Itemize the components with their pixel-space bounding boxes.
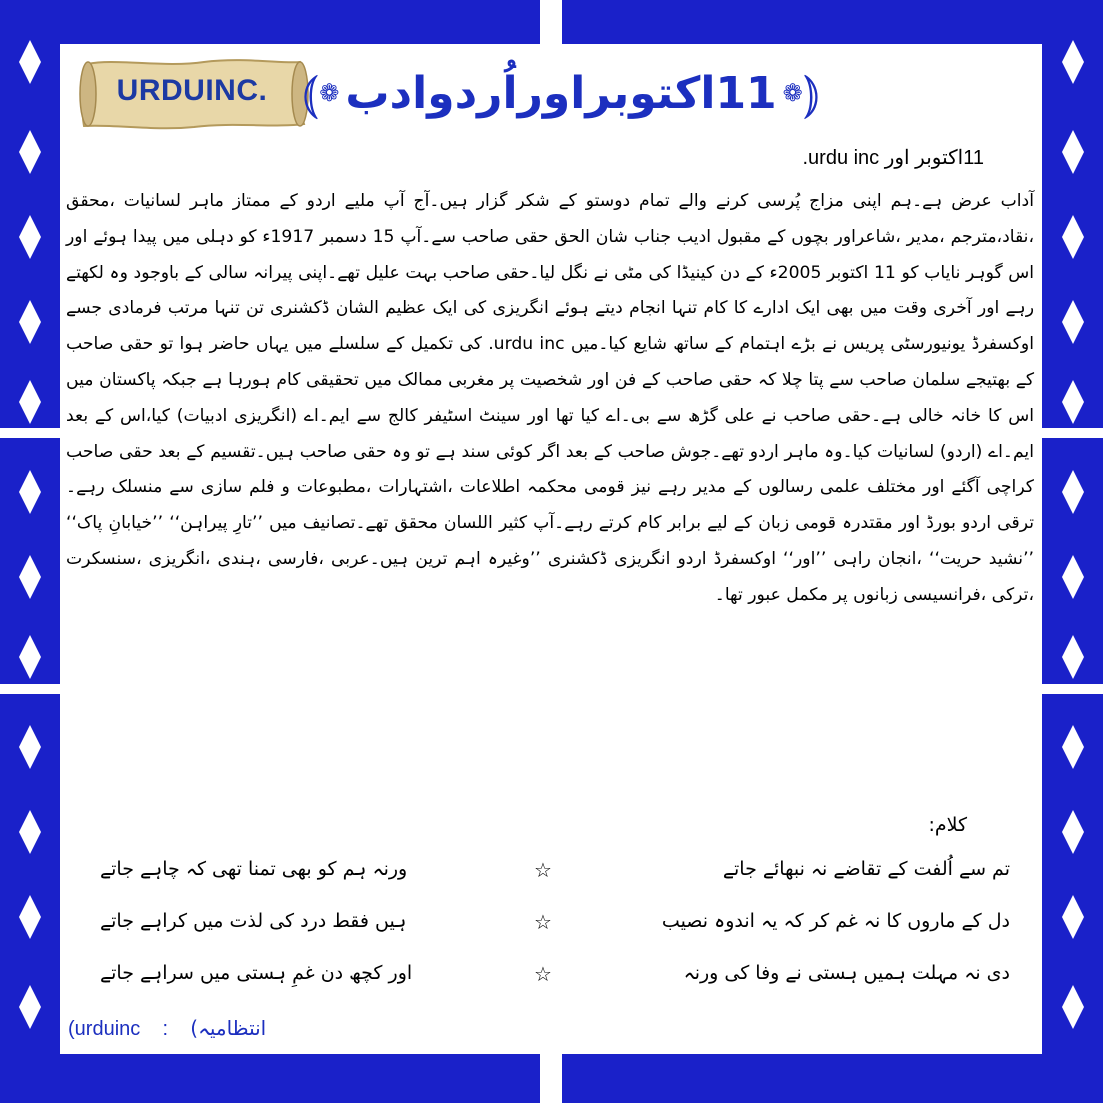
verse-second-line: ورنہ ہم کو بھی تمنا تھی کہ چاہے جاتے — [100, 858, 408, 880]
frame-divider-left-2 — [0, 684, 60, 694]
frame-diamond-left — [19, 895, 41, 939]
verse-second-line: ہیں فقط درد کی لذت میں کراہے جاتے — [100, 910, 407, 932]
signature — [68, 1016, 266, 1041]
star-icon: ☆ — [534, 910, 552, 934]
frame-diamond-left — [19, 40, 41, 84]
flower-ornament-icon: ❁ — [319, 79, 340, 107]
frame-diamond-right — [1062, 215, 1084, 259]
signature-ur: انتظامیہ) — [190, 1016, 267, 1040]
frame-divider-right-1 — [1042, 428, 1103, 438]
verse-row — [60, 910, 1042, 940]
subtitle: 11اکتوبر اور urdu inc. — [802, 147, 984, 169]
page-title: 11اکتوبراوراُردوادب — [345, 67, 777, 119]
frame-diamond-right — [1062, 810, 1084, 854]
flower-ornament-icon: ❁ — [782, 79, 803, 107]
frame-diamond-right — [1062, 725, 1084, 769]
frame-diamond-left — [19, 555, 41, 599]
page-title-block — [301, 52, 821, 134]
star-icon: ☆ — [534, 858, 552, 882]
logo-text: URDUINC. — [116, 74, 268, 107]
article-paragraph: آداب عرض ہے۔ہم اپنی مزاج پُرسی کرنے والے تمام دوستو کے شکر گزار ہیں۔آج آپ ملیے اردو کے ممتاز ماہر لسانیات ،محقق ،نقاد،مترجم ،مدیر ،شاعراور بچوں کے مقبول ادیب جناب شان الحق حقی صاحب سے۔آپ 15 دسمبر 1917ء کو دہلی میں پیدا ہوئے اور اس گوہر نایاب کو 11 اکتوبر 2005ء کے دن کینیڈا کی مٹی نے نگل لیا۔حقی صاحب بہت علیل تھے۔اپنی پیرانہ سالی کے باوجود وہ لکھتے رہے اور آخری وقت میں بھی ایک ادارے کا کام تنہا انجام دیتے ہوئے انگریزی کی ایک عظیم الشان ڈکشنری تن تنہا مرتب فرمادی جسے اوکسفرڈ یونیورسٹی پریس نے بڑے اہتمام کے ساتھ شایع کیا۔میں urdu inc. کی تکمیل کے سلسلے میں یہاں حاضر ہوا تو حقی صاحب کے بھتیجے سلمان صاحب سے پتا چلا کہ حقی صاحب کے فن اور شخصیت پر مغربی ممالک میں تحقیقی کام ہورہا ہے جبکہ پاکستان میں اس کا خانہ خالی ہے۔حقی صاحب نے علی گڑھ سے بی۔اے کیا تھا اور سینٹ اسٹیفر کالج سے ایم۔اے (انگریزی ادبیات) کیا،اس کے بعد ایم۔اے (اردو) لسانیات کیا۔وہ ماہر اردو تھے۔جوش صاحب کے بعد اگر کوئی سند ہے تو وہ حقی صاحب ہیں۔تقسیم کے بعد حقی صاحب کراچی آگئے اور مختلف علمی رسالوں کے مدیر رہے نیز قومی محکمہ اطلاعات ،اشتہارات ،مطبوعات و فلم سازی سے منسلک رہے۔ترقی اردو بورڈ اور مقتدرہ قومی زبان کے لیے برابر کام کرتے رہے۔آپ کثیر اللسان محقق تھے۔تصانیف میں ’’تارِ پیراہن‘‘ ’’خیابانِ پاک‘‘ ’’نشید حریت‘‘ ،انجان راہی ’’اور‘‘ اوکسفرڈ اردو انگریزی ڈکشنری ’’وغیرہ اہم ترین ہیں۔عربی ،فارسی ،ہندی ،انگریزی ،سنسکرت ،ترکی ،فرانسیسی زبانوں پر مکمل عبور تھا۔ — [66, 191, 1035, 605]
verse-row — [60, 962, 1042, 992]
verse-second-line: اور کچھ دن غمِ ہستی میں سراہے جاتے — [100, 962, 413, 984]
frame-diamond-left — [19, 470, 41, 514]
signature-en: (urduinc — [68, 1018, 141, 1040]
frame-diamond-right — [1062, 555, 1084, 599]
frame-diamond-left — [19, 635, 41, 679]
verse-row — [60, 858, 1042, 888]
frame-diamond-left — [19, 130, 41, 174]
left-brace-ornament: ⦅ — [301, 63, 320, 123]
frame-diamond-right — [1062, 380, 1084, 424]
frame-divider-bottom-1 — [540, 1054, 562, 1103]
article-body — [66, 184, 1034, 614]
verse-first-line: تم سے اُلفت کے تقاضے نہ نبھائے جاتے — [722, 858, 1010, 880]
frame-diamond-left — [19, 380, 41, 424]
frame-diamond-left — [19, 725, 41, 769]
right-brace-ornament: ⦆ — [802, 63, 821, 123]
frame-diamond-right — [1062, 895, 1084, 939]
content-panel — [60, 44, 1042, 1054]
star-icon: ☆ — [534, 962, 552, 986]
frame-diamond-right — [1062, 470, 1084, 514]
frame-diamond-right — [1062, 635, 1084, 679]
frame-diamond-right — [1062, 985, 1084, 1029]
frame-divider-right-2 — [1042, 684, 1103, 694]
frame-divider-left-1 — [0, 428, 60, 438]
frame-divider-top-1 — [540, 0, 562, 44]
frame-diamond-right — [1062, 40, 1084, 84]
frame-diamond-left — [19, 810, 41, 854]
verse-first-line: دل کے ماروں کا نہ غم کر کہ یہ اندوہ نصیب — [661, 910, 1010, 932]
frame-diamond-left — [19, 300, 41, 344]
signature-separator: : — [162, 1018, 169, 1040]
frame-diamond-left — [19, 985, 41, 1029]
frame-diamond-right — [1062, 130, 1084, 174]
frame-diamond-left — [19, 215, 41, 259]
kalam-label: کلام: — [928, 814, 967, 836]
frame-diamond-right — [1062, 300, 1084, 344]
verse-first-line: دی نہ مہلت ہمیں ہستی نے وفا کی ورنہ — [683, 962, 1010, 984]
urduinc-logo — [74, 54, 310, 132]
